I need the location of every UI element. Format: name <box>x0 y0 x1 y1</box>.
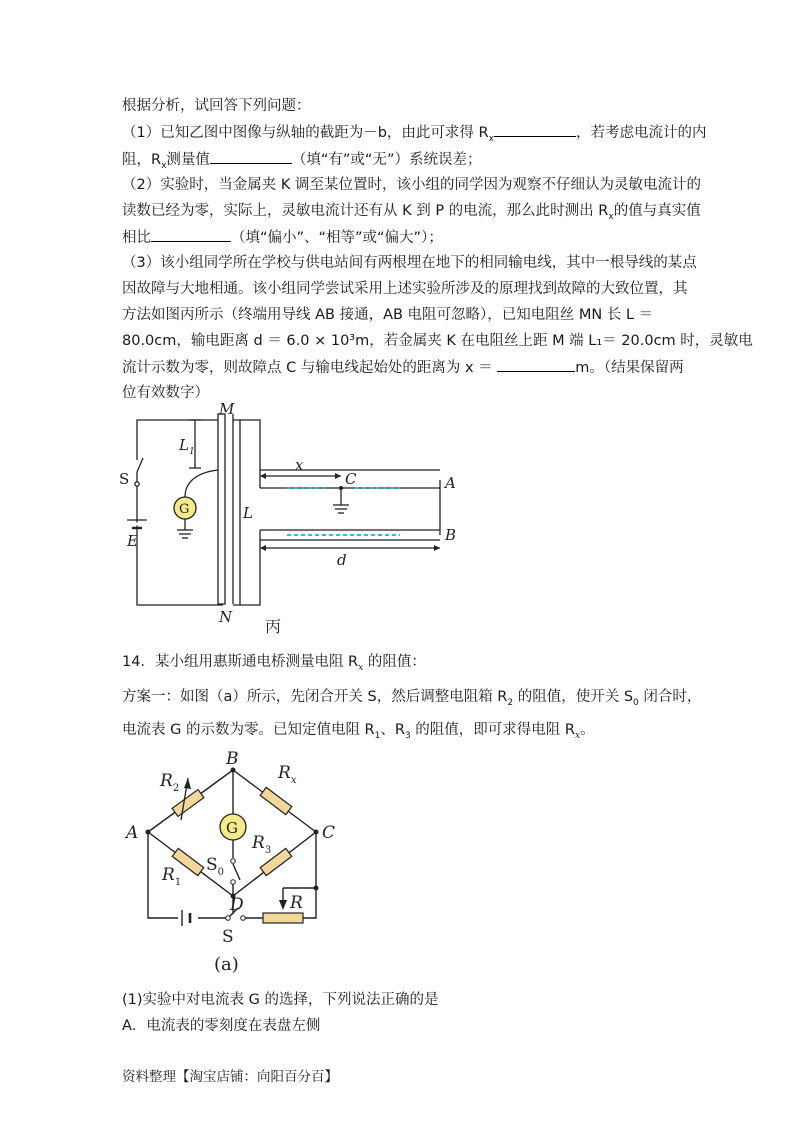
answer-blank-rx[interactable] <box>494 122 576 137</box>
q13-part3-line6: 位有效数字） <box>122 385 209 401</box>
text: 的阻值： <box>363 654 426 670</box>
text: 阻，R <box>122 152 162 168</box>
text: 测量值 <box>166 152 210 168</box>
text: 的阻值，使开关 S <box>513 689 634 705</box>
subscript: x <box>358 662 364 673</box>
label-S: S <box>222 927 234 947</box>
label-S0 <box>206 855 224 878</box>
q13-part3-line4: 80.0cm，输电距离 d ＝ 6.0 × 10³m，若金属夹 K 在电阻丝上距 M 端 L₁＝ 20.0cm 时，灵敏电 <box>122 333 753 349</box>
answer-blank-distance[interactable] <box>497 357 575 372</box>
label-L1-sub: 1 <box>188 447 195 457</box>
text: 14．某小组用惠斯通电桥测量电阻 R <box>122 654 359 670</box>
text: ，若考虑电流计的内 <box>575 125 707 141</box>
q13-part2-line3 <box>122 227 443 248</box>
figure-caption-a: (a) <box>214 954 239 975</box>
label-R2-main: R <box>160 771 173 791</box>
label-Rx <box>277 763 297 786</box>
q13-part1-line1 <box>122 122 706 149</box>
label-R3-sub: 3 <box>264 845 272 856</box>
q13-part2-line2 <box>122 201 701 227</box>
label-R3-main: R <box>252 833 265 853</box>
subscript: 3 <box>404 730 411 741</box>
text: 相比 <box>122 230 151 246</box>
label-R3 <box>251 833 271 856</box>
label-Rx-main: R <box>278 763 291 783</box>
node-C: C <box>322 823 336 843</box>
q14-option-a[interactable]: A．电流表的零刻度在表盘左侧 <box>122 1018 321 1034</box>
label-L1-main: L <box>179 436 189 454</box>
label-d: d <box>337 551 347 569</box>
label-R1-sub: 1 <box>174 877 182 888</box>
text: 、R <box>380 722 405 738</box>
label-B: B <box>445 526 457 544</box>
galvanometer-G: G <box>226 819 238 837</box>
label-S0-sub: 0 <box>217 867 225 878</box>
subscript: 1 <box>374 730 381 741</box>
label-Rx-sub: x <box>290 775 297 786</box>
text: 方案一：如图（a）所示，先闭合开关 S，然后调整电阻箱 R <box>122 689 508 705</box>
q13-part3-line5 <box>122 357 684 378</box>
q13-part3-line1: （3）该小组同学所在学校与供电站间有两根埋在地下的相同输电线，其中一根导线的某点 <box>122 255 697 271</box>
subscript: x <box>608 211 614 222</box>
galvanometer-G: G <box>179 502 190 517</box>
subscript: x <box>574 730 581 741</box>
label-L: L <box>243 504 253 522</box>
text: （填“有”或“无”）系统误差； <box>291 152 482 168</box>
q14-subquestion-1: (1)实验中对电流表 G 的选择，下列说法正确的是 <box>122 992 439 1008</box>
text: 的值与真实值 <box>613 203 701 219</box>
q14-title <box>122 652 426 678</box>
text: （填“偏小”、“相等”或“偏大”）； <box>231 230 443 246</box>
label-A: A <box>445 474 456 492</box>
text: 电流表 G 的示数为零。已知定值电阻 R <box>122 722 375 738</box>
q13-part3-line2: 因故障与大地相通。该小组同学尝试采用上述实验所涉及的原理找到故障的大致位置，其 <box>122 281 688 297</box>
label-M: M <box>219 400 235 418</box>
label-R1-main: R <box>162 865 175 885</box>
label-C: C <box>345 470 357 488</box>
label-L1 <box>178 436 195 457</box>
node-B: B <box>226 749 239 769</box>
q13-part3-line3: 方法如图丙所示（终端用导线 AB 接通，AB 电阻可忽略），已知电阻丝 MN 长 L ＝ <box>122 307 654 323</box>
figure-bing-circuit <box>115 400 475 640</box>
node-A: A <box>126 823 139 843</box>
label-S0-main: S <box>206 855 218 875</box>
label-x: x <box>295 456 304 474</box>
q13-part1-line2 <box>122 149 481 176</box>
subscript: x <box>161 160 167 171</box>
label-S: S <box>119 470 130 488</box>
q13-intro: 根据分析，试回答下列问题： <box>122 98 311 114</box>
label-R1 <box>161 865 181 888</box>
text: 的阻值，即可求得电阻 R <box>410 722 575 738</box>
text: 流计示数为零，则故障点 C 与输电线起始处的距离为 x ＝ <box>122 360 498 376</box>
figure-a-wheatstone-bridge <box>118 748 338 978</box>
subscript: 2 <box>507 697 514 708</box>
page-footer: 资料整理【淘宝店铺：向阳百分百】 <box>122 1069 338 1085</box>
q14-plan1-line2 <box>122 720 595 746</box>
q14-plan1-line1 <box>122 687 701 713</box>
text: 读数已经为零，实际上，灵敏电流计还有从 K 到 P 的电流，那么此时测出 R <box>122 203 609 219</box>
label-E: E <box>127 532 138 550</box>
answer-blank-compare[interactable] <box>151 227 231 242</box>
text: （1）已知乙图中图像与纵轴的截距为－b，由此可求得 R <box>122 125 489 141</box>
label-R: R <box>290 893 303 913</box>
label-R2 <box>159 771 179 794</box>
label-N: N <box>219 608 233 626</box>
node-D: D <box>230 895 244 915</box>
figure-caption-bing: 丙 <box>265 617 282 636</box>
text: m。（结果保留两 <box>575 360 684 376</box>
text: 。 <box>580 722 595 738</box>
subscript: x <box>488 133 494 144</box>
answer-blank-error[interactable] <box>210 149 292 164</box>
subscript: 0 <box>633 697 639 708</box>
label-R2-sub: 2 <box>172 783 180 794</box>
q13-part2-line1: （2）实验时，当金属夹 K 调至某位置时，该小组的同学因为观察不仔细认为灵敏电流计的 <box>122 177 701 193</box>
text: 闭合时， <box>638 689 702 705</box>
